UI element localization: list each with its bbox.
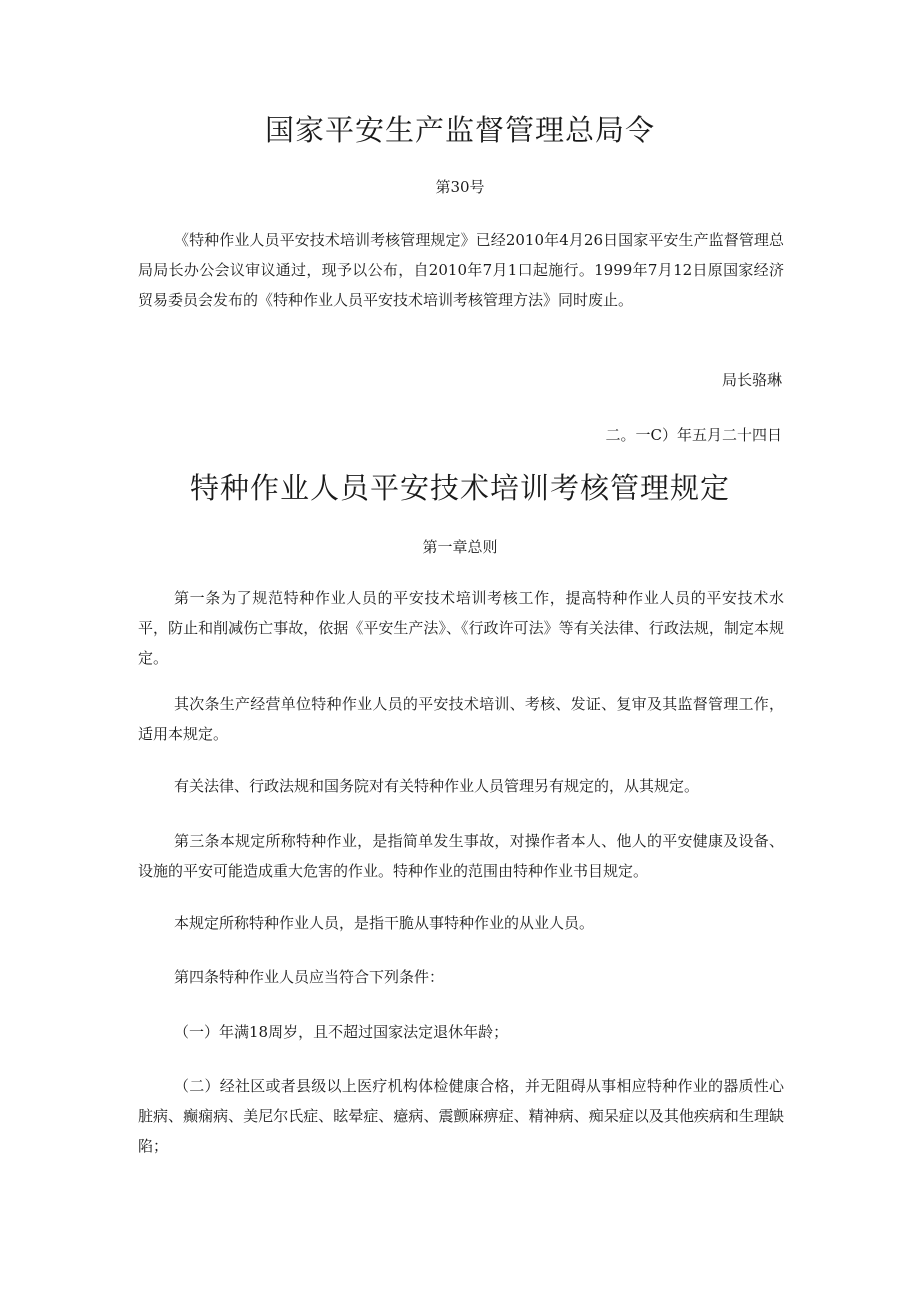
chapter-title: 第一章总则	[422, 538, 498, 556]
article-paragraph: （一）年满18周岁，且不超过国家法定退休年龄；	[174, 1023, 509, 1041]
article-paragraph: 第三条本规定所称特种作业，是指简单发生事故，对操作者本人、他人的平安健康及设备、设施的平安可能造成重大危害的作业。特种作业的范围由特种作业书目规定。	[138, 832, 784, 880]
article-paragraph: 第四条特种作业人员应当符合下列条件：	[174, 968, 445, 986]
article-paragraph: （二）经社区或者县级以上医疗机构体检健康合格，并无阻碍从事相应特种作业的器质性心脏病、癫痫病、美尼尔氏症、眩晕症、癔病、震颤麻痹症、精神病、痴呆症以及其他疾病和生理缺陷；	[138, 1077, 784, 1155]
order-title: 国家平安生产监督管理总局令	[264, 113, 655, 147]
issue-date: 二。一C）年五月二十四日	[605, 426, 782, 444]
article-paragraph: 本规定所称特种作业人员，是指干脆从事特种作业的从业人员。	[174, 914, 595, 932]
order-announcement: 《特种作业人员平安技术培训考核管理规定》已经2010年4月26日国家平安生产监督管理总局局长办公会议审议通过，现予以公布，自2010年7月1口起施行。1999年7月12日原国家经济贸易委员会发布的《特种作业人员平安技术培训考核管理方法》同时废止。	[138, 231, 784, 309]
article-paragraph: 其次条生产经营单位特种作业人员的平安技术培训、考核、发证、复审及其监督管理工作，适用本规定。	[138, 695, 784, 743]
article-paragraph: 有关法律、行政法规和国务院对有关特种作业人员管理另有规定的，从其规定。	[174, 777, 700, 795]
article-paragraph: 第一条为了规范特种作业人员的平安技术培训考核工作，提高特种作业人员的平安技术水平，防止和削减伤亡事故，依据《平安生产法》、《行政许可法》等有关法律、行政法规，制定本规定。	[138, 589, 784, 667]
regulation-title: 特种作业人员平安技术培训考核管理规定	[189, 471, 730, 505]
order-number: 第30号	[435, 178, 485, 196]
signer: 局长骆琳	[721, 371, 782, 389]
